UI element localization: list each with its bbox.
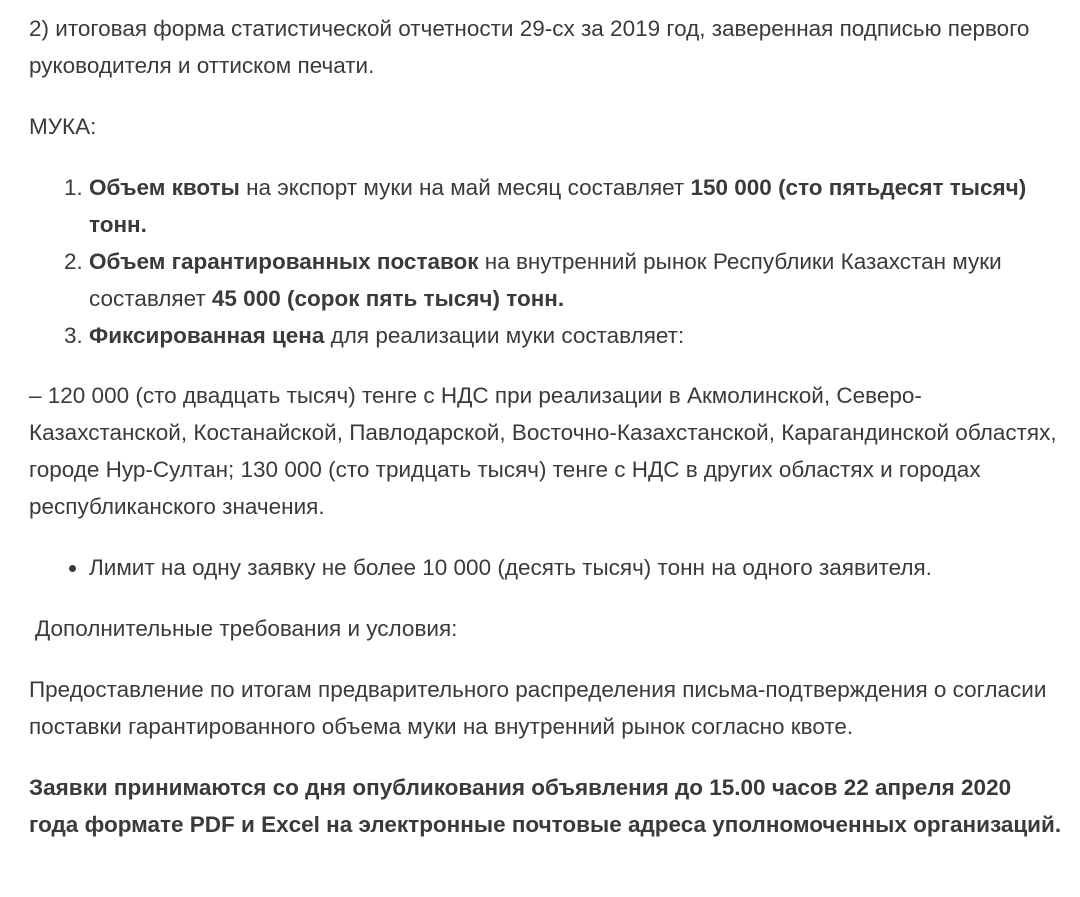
condition-bold-lead: Объем квоты (89, 175, 240, 200)
condition-text: на экспорт муки на май месяц составляет (239, 175, 691, 200)
limit-list (29, 549, 1066, 586)
condition-bold-lead: Фиксированная цена (89, 323, 325, 348)
condition-bold-tail: 45 000 (сорок пять тысяч) тонн. (211, 286, 565, 311)
list-item (89, 317, 1066, 354)
condition-text: на внутренний рынок Республики Казахстан муки составляет (89, 249, 1002, 311)
condition-text: для реализации муки составляет: (324, 323, 685, 348)
extra-paragraph: Предоставление по итогам предварительного распределения письма-подтверждения о согласии поставки гарантированного объема муки на внутренний рынок согласно квоте. (29, 677, 1047, 739)
intro-paragraph: 2) итоговая форма статистической отчетности 29-сх за 2019 год, заверенная подписью первого руководителя и оттиском печати. (29, 16, 1030, 78)
list-item (89, 169, 1066, 243)
list-item: • Лимит на одну заявку не более 10 000 (десять тысяч) тонн на одного заявителя. (89, 549, 1066, 586)
price-paragraph: – 120 000 (сто двадцать тысяч) тенге с НДС при реализации в Акмолинской, Северо-Казахстанской, Костанайской, Павлодарской, Восточно-Казахстанской, Карагандинской областях, городе Нур-Султан; 130 000 (сто тридцать тысяч) тенге с НДС в других областях и городах республиканского значения. (29, 383, 1057, 519)
extra-heading: Дополнительные требования и условия: (35, 616, 458, 641)
condition-bold-tail: 150 000 (сто пятьдесят тысяч) тонн. (89, 175, 1027, 237)
conditions-list (29, 169, 1066, 354)
deadline-paragraph: Заявки принимаются со дня опубликования объявления до 15.00 часов 22 апреля 2020 года формате PDF и Excel на электронные почтовые адреса уполномоченных организаций. (29, 775, 1062, 837)
list-item (89, 243, 1066, 317)
condition-bold-lead: Объем гарантированных поставок (89, 249, 479, 274)
flour-heading: МУКА: (29, 114, 97, 139)
